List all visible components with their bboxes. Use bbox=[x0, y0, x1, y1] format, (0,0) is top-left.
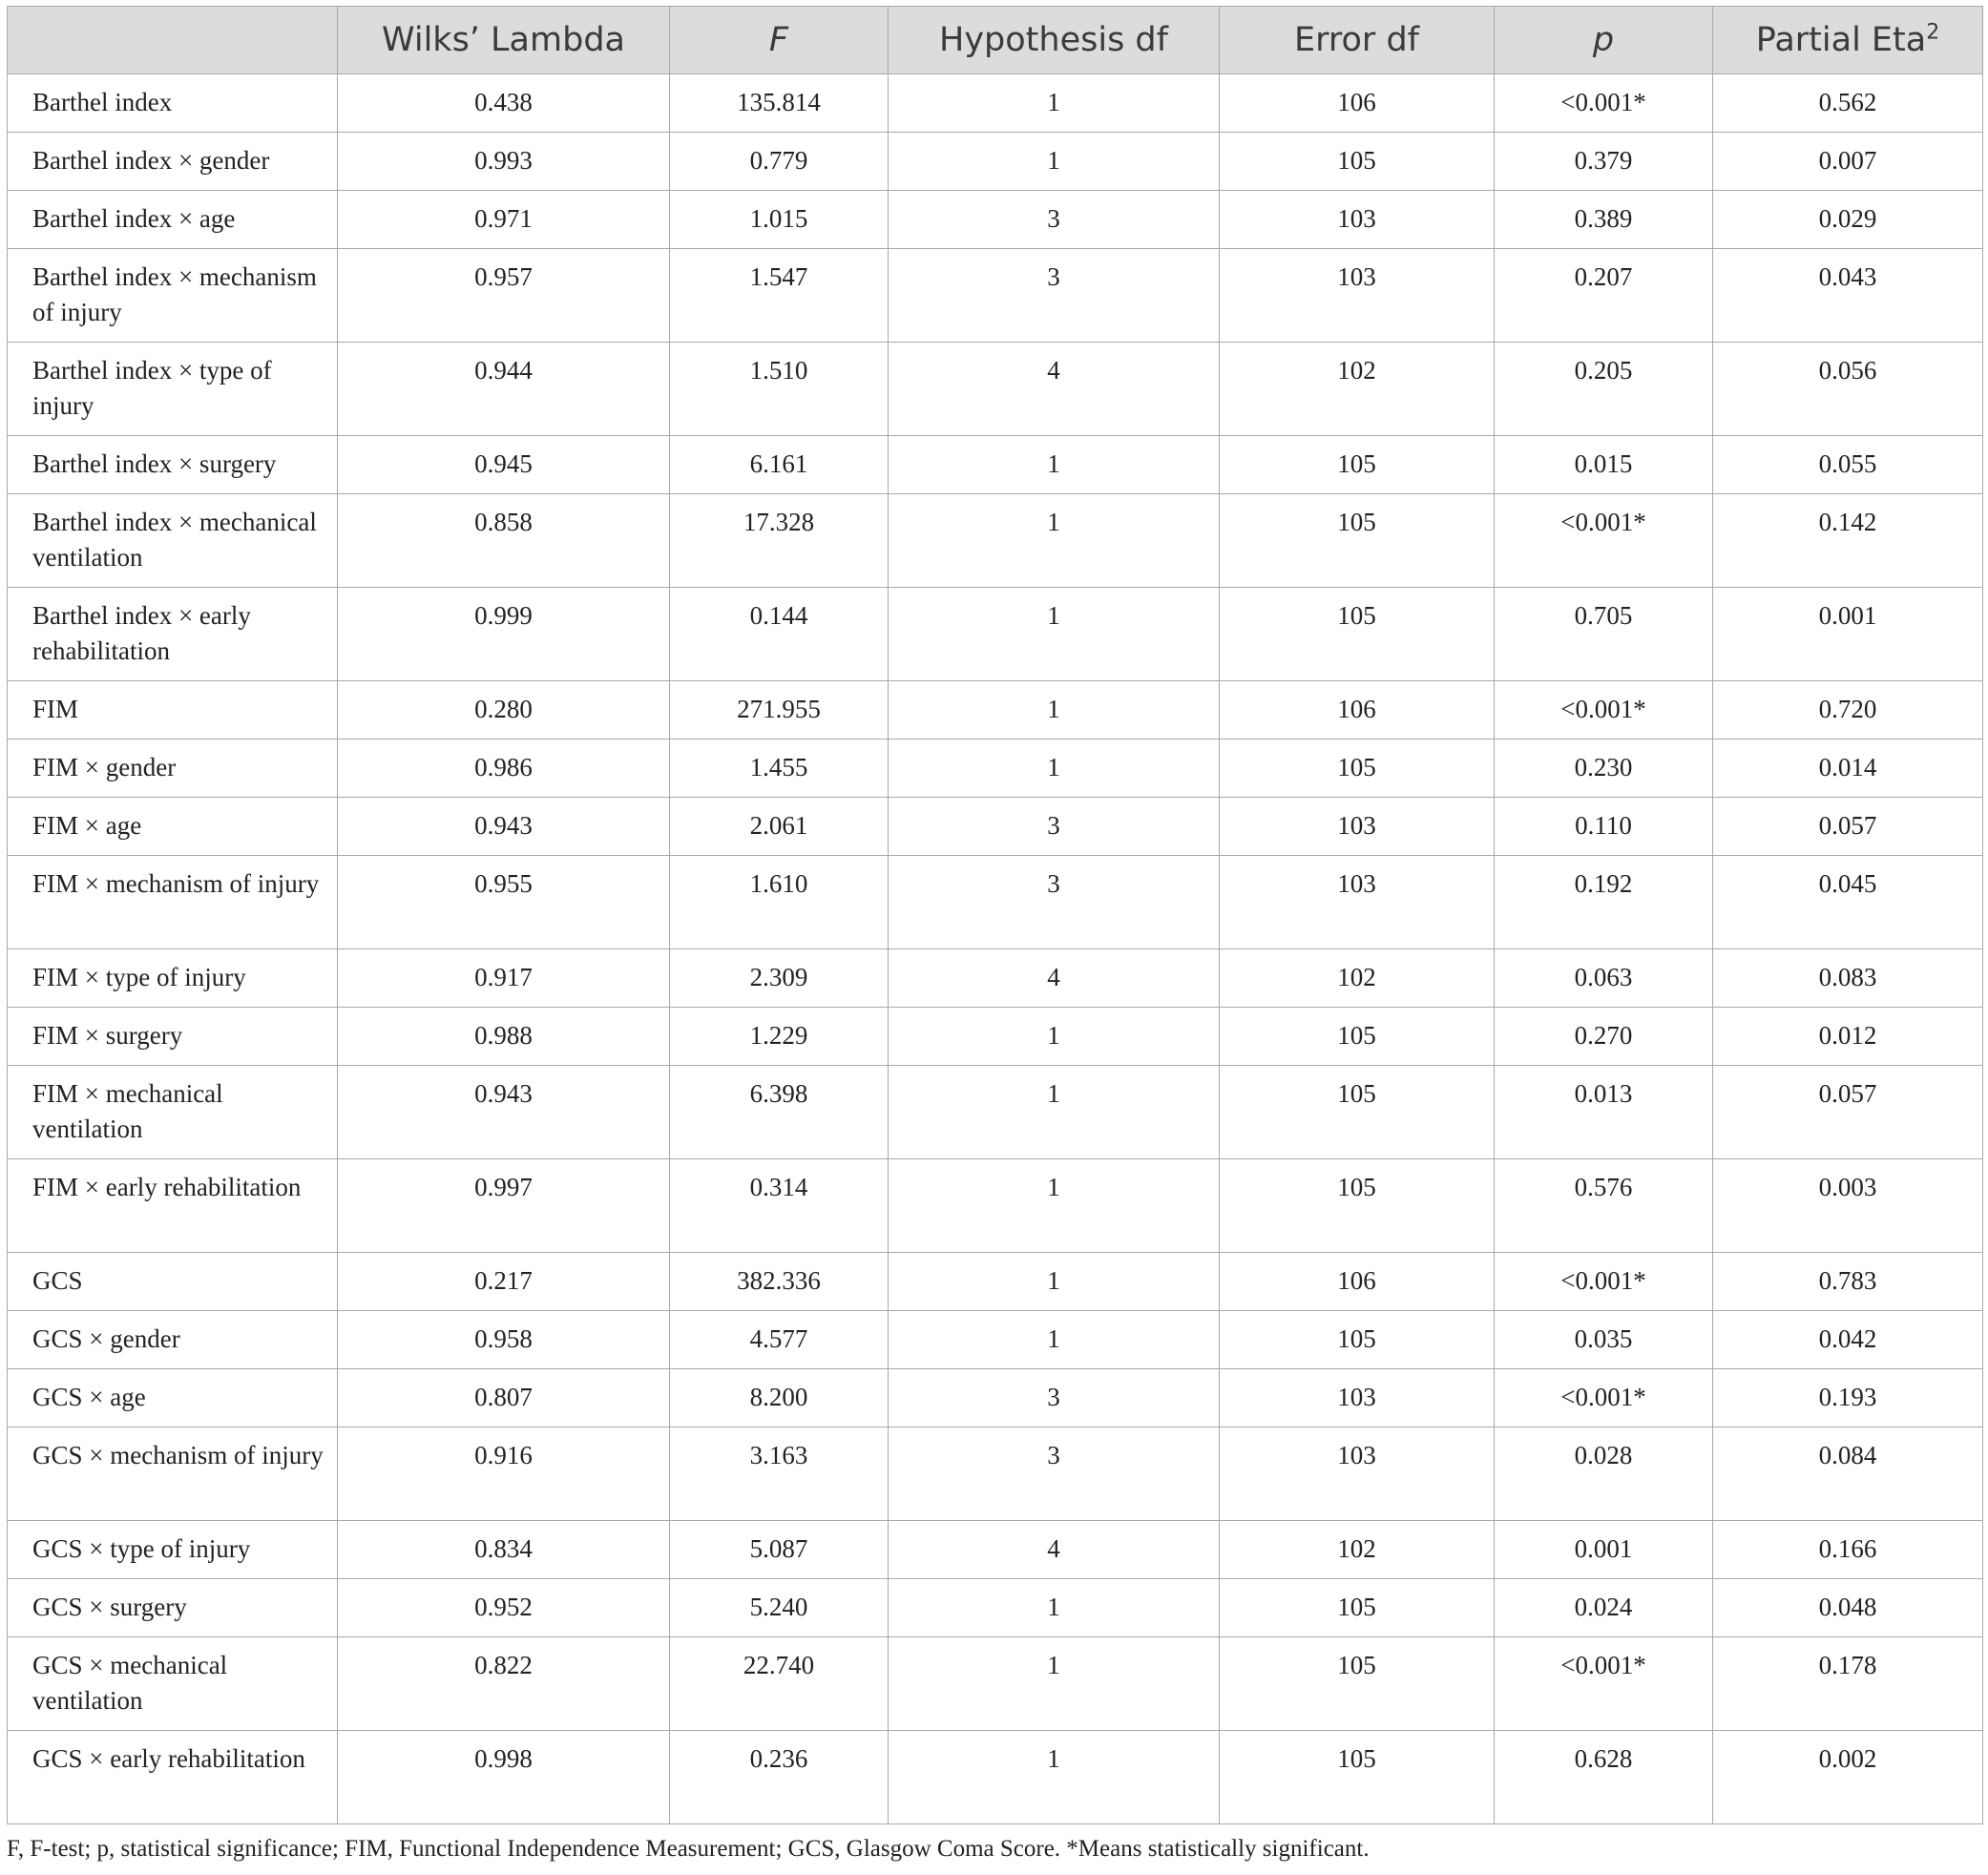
cell-p-value: 0.705 bbox=[1495, 588, 1713, 681]
cell-partial-eta-squared: 0.562 bbox=[1713, 74, 1983, 133]
cell-error-df: 106 bbox=[1220, 681, 1495, 740]
cell-error-df: 102 bbox=[1220, 949, 1495, 1008]
header-partial-eta-label: Partial Eta bbox=[1755, 21, 1927, 59]
cell-partial-eta-squared: 0.166 bbox=[1713, 1521, 1983, 1579]
row-label: Barthel index × surgery bbox=[8, 436, 338, 494]
cell-hypothesis-df: 1 bbox=[889, 436, 1220, 494]
table-footnote: F, F-test; p, statistical significance; FIM, Functional Independence Measurement; GCS, Glasgow Coma Score. *Means statistically significant. bbox=[7, 1836, 1370, 1862]
cell-partial-eta-squared: 0.720 bbox=[1713, 681, 1983, 740]
cell-wilks-lambda: 0.952 bbox=[338, 1579, 670, 1637]
table-row bbox=[8, 74, 1983, 133]
cell-f-value: 135.814 bbox=[670, 74, 889, 133]
cell-partial-eta-squared: 0.178 bbox=[1713, 1637, 1983, 1731]
results-table bbox=[7, 6, 1983, 1824]
table-row bbox=[8, 1731, 1983, 1824]
row-label: FIM × gender bbox=[8, 740, 338, 798]
cell-error-df: 103 bbox=[1220, 249, 1495, 343]
cell-hypothesis-df: 1 bbox=[889, 1159, 1220, 1253]
cell-wilks-lambda: 0.988 bbox=[338, 1008, 670, 1066]
row-label: GCS × age bbox=[8, 1369, 338, 1427]
cell-f-value: 8.200 bbox=[670, 1369, 889, 1427]
cell-hypothesis-df: 4 bbox=[889, 343, 1220, 436]
cell-f-value: 0.314 bbox=[670, 1159, 889, 1253]
cell-p-value: <0.001* bbox=[1495, 681, 1713, 740]
cell-hypothesis-df: 3 bbox=[889, 1369, 1220, 1427]
cell-wilks-lambda: 0.986 bbox=[338, 740, 670, 798]
cell-error-df: 105 bbox=[1220, 494, 1495, 588]
cell-error-df: 105 bbox=[1220, 1008, 1495, 1066]
row-label: GCS × mechanical ventilation bbox=[8, 1637, 338, 1731]
cell-hypothesis-df: 1 bbox=[889, 1311, 1220, 1369]
cell-p-value: 0.207 bbox=[1495, 249, 1713, 343]
cell-f-value: 1.455 bbox=[670, 740, 889, 798]
cell-error-df: 102 bbox=[1220, 1521, 1495, 1579]
row-label: FIM × early rehabilitation bbox=[8, 1159, 338, 1253]
header-partial-eta-squared bbox=[1713, 7, 1983, 74]
table-row bbox=[8, 133, 1983, 191]
row-label: FIM bbox=[8, 681, 338, 740]
cell-p-value: 0.015 bbox=[1495, 436, 1713, 494]
cell-p-value: <0.001* bbox=[1495, 494, 1713, 588]
cell-error-df: 105 bbox=[1220, 1637, 1495, 1731]
cell-partial-eta-squared: 0.003 bbox=[1713, 1159, 1983, 1253]
cell-p-value: 0.576 bbox=[1495, 1159, 1713, 1253]
cell-f-value: 6.398 bbox=[670, 1066, 889, 1159]
header-p: p bbox=[1495, 7, 1713, 74]
cell-wilks-lambda: 0.917 bbox=[338, 949, 670, 1008]
row-label: Barthel index × early rehabilitation bbox=[8, 588, 338, 681]
cell-partial-eta-squared: 0.014 bbox=[1713, 740, 1983, 798]
cell-p-value: 0.024 bbox=[1495, 1579, 1713, 1637]
header-partial-eta-superscript: 2 bbox=[1926, 20, 1940, 45]
cell-wilks-lambda: 0.998 bbox=[338, 1731, 670, 1824]
cell-p-value: 0.063 bbox=[1495, 949, 1713, 1008]
cell-error-df: 105 bbox=[1220, 133, 1495, 191]
cell-hypothesis-df: 3 bbox=[889, 191, 1220, 249]
cell-p-value: 0.001 bbox=[1495, 1521, 1713, 1579]
cell-hypothesis-df: 1 bbox=[889, 681, 1220, 740]
cell-error-df: 103 bbox=[1220, 1369, 1495, 1427]
cell-f-value: 3.163 bbox=[670, 1427, 889, 1521]
cell-error-df: 105 bbox=[1220, 1579, 1495, 1637]
row-label: FIM × surgery bbox=[8, 1008, 338, 1066]
row-label: FIM × mechanism of injury bbox=[8, 856, 338, 949]
cell-p-value: 0.028 bbox=[1495, 1427, 1713, 1521]
cell-partial-eta-squared: 0.084 bbox=[1713, 1427, 1983, 1521]
cell-partial-eta-squared: 0.056 bbox=[1713, 343, 1983, 436]
cell-partial-eta-squared: 0.043 bbox=[1713, 249, 1983, 343]
cell-wilks-lambda: 0.999 bbox=[338, 588, 670, 681]
row-label: Barthel index × mechanism of injury bbox=[8, 249, 338, 343]
table-row bbox=[8, 740, 1983, 798]
cell-p-value: 0.035 bbox=[1495, 1311, 1713, 1369]
cell-error-df: 105 bbox=[1220, 1066, 1495, 1159]
row-label: GCS × gender bbox=[8, 1311, 338, 1369]
cell-error-df: 105 bbox=[1220, 1159, 1495, 1253]
cell-p-value: <0.001* bbox=[1495, 1637, 1713, 1731]
cell-wilks-lambda: 0.807 bbox=[338, 1369, 670, 1427]
cell-p-value: <0.001* bbox=[1495, 1369, 1713, 1427]
cell-partial-eta-squared: 0.007 bbox=[1713, 133, 1983, 191]
table-row bbox=[8, 798, 1983, 856]
cell-f-value: 1.015 bbox=[670, 191, 889, 249]
table-header-row bbox=[8, 7, 1983, 74]
cell-wilks-lambda: 0.958 bbox=[338, 1311, 670, 1369]
table-row bbox=[8, 856, 1983, 949]
cell-partial-eta-squared: 0.001 bbox=[1713, 588, 1983, 681]
cell-error-df: 105 bbox=[1220, 588, 1495, 681]
table-row bbox=[8, 1637, 1983, 1731]
cell-wilks-lambda: 0.834 bbox=[338, 1521, 670, 1579]
cell-f-value: 382.336 bbox=[670, 1253, 889, 1311]
cell-error-df: 105 bbox=[1220, 740, 1495, 798]
table-row bbox=[8, 1427, 1983, 1521]
cell-error-df: 106 bbox=[1220, 74, 1495, 133]
cell-wilks-lambda: 0.858 bbox=[338, 494, 670, 588]
cell-f-value: 271.955 bbox=[670, 681, 889, 740]
table-row bbox=[8, 1159, 1983, 1253]
cell-f-value: 5.087 bbox=[670, 1521, 889, 1579]
cell-error-df: 105 bbox=[1220, 1731, 1495, 1824]
cell-error-df: 103 bbox=[1220, 1427, 1495, 1521]
cell-p-value: <0.001* bbox=[1495, 1253, 1713, 1311]
cell-wilks-lambda: 0.945 bbox=[338, 436, 670, 494]
row-label: FIM × age bbox=[8, 798, 338, 856]
row-label: GCS × early rehabilitation bbox=[8, 1731, 338, 1824]
cell-hypothesis-df: 3 bbox=[889, 856, 1220, 949]
cell-wilks-lambda: 0.971 bbox=[338, 191, 670, 249]
cell-p-value: 0.205 bbox=[1495, 343, 1713, 436]
cell-error-df: 105 bbox=[1220, 1311, 1495, 1369]
cell-wilks-lambda: 0.916 bbox=[338, 1427, 670, 1521]
cell-error-df: 103 bbox=[1220, 798, 1495, 856]
cell-hypothesis-df: 1 bbox=[889, 1066, 1220, 1159]
cell-error-df: 103 bbox=[1220, 191, 1495, 249]
cell-p-value: 0.230 bbox=[1495, 740, 1713, 798]
cell-p-value: <0.001* bbox=[1495, 74, 1713, 133]
cell-p-value: 0.389 bbox=[1495, 191, 1713, 249]
cell-p-value: 0.192 bbox=[1495, 856, 1713, 949]
cell-wilks-lambda: 0.955 bbox=[338, 856, 670, 949]
cell-f-value: 0.144 bbox=[670, 588, 889, 681]
cell-hypothesis-df: 4 bbox=[889, 949, 1220, 1008]
row-label: FIM × type of injury bbox=[8, 949, 338, 1008]
cell-wilks-lambda: 0.280 bbox=[338, 681, 670, 740]
row-label: Barthel index × mechanical ventilation bbox=[8, 494, 338, 588]
cell-p-value: 0.628 bbox=[1495, 1731, 1713, 1824]
cell-wilks-lambda: 0.822 bbox=[338, 1637, 670, 1731]
cell-hypothesis-df: 3 bbox=[889, 798, 1220, 856]
cell-wilks-lambda: 0.943 bbox=[338, 1066, 670, 1159]
table-row bbox=[8, 1066, 1983, 1159]
row-label: GCS × mechanism of injury bbox=[8, 1427, 338, 1521]
table-row bbox=[8, 191, 1983, 249]
cell-partial-eta-squared: 0.002 bbox=[1713, 1731, 1983, 1824]
cell-f-value: 2.061 bbox=[670, 798, 889, 856]
header-effect bbox=[8, 7, 338, 74]
header-f: F bbox=[670, 7, 889, 74]
cell-partial-eta-squared: 0.057 bbox=[1713, 1066, 1983, 1159]
results-table-container bbox=[7, 6, 1982, 1824]
cell-partial-eta-squared: 0.193 bbox=[1713, 1369, 1983, 1427]
cell-f-value: 1.610 bbox=[670, 856, 889, 949]
cell-partial-eta-squared: 0.029 bbox=[1713, 191, 1983, 249]
cell-p-value: 0.110 bbox=[1495, 798, 1713, 856]
cell-hypothesis-df: 1 bbox=[889, 1637, 1220, 1731]
cell-hypothesis-df: 1 bbox=[889, 1008, 1220, 1066]
table-row bbox=[8, 1311, 1983, 1369]
table-row bbox=[8, 681, 1983, 740]
cell-hypothesis-df: 1 bbox=[889, 1579, 1220, 1637]
table-row bbox=[8, 1008, 1983, 1066]
cell-wilks-lambda: 0.217 bbox=[338, 1253, 670, 1311]
cell-hypothesis-df: 1 bbox=[889, 1253, 1220, 1311]
table-row bbox=[8, 436, 1983, 494]
row-label: Barthel index bbox=[8, 74, 338, 133]
cell-error-df: 105 bbox=[1220, 436, 1495, 494]
cell-wilks-lambda: 0.997 bbox=[338, 1159, 670, 1253]
table-row bbox=[8, 1521, 1983, 1579]
cell-partial-eta-squared: 0.012 bbox=[1713, 1008, 1983, 1066]
header-hypothesis-df: Hypothesis df bbox=[889, 7, 1220, 74]
cell-partial-eta-squared: 0.055 bbox=[1713, 436, 1983, 494]
cell-wilks-lambda: 0.438 bbox=[338, 74, 670, 133]
cell-f-value: 2.309 bbox=[670, 949, 889, 1008]
cell-hypothesis-df: 1 bbox=[889, 74, 1220, 133]
cell-partial-eta-squared: 0.142 bbox=[1713, 494, 1983, 588]
table-row bbox=[8, 343, 1983, 436]
table-row bbox=[8, 249, 1983, 343]
cell-hypothesis-df: 1 bbox=[889, 588, 1220, 681]
cell-hypothesis-df: 3 bbox=[889, 249, 1220, 343]
table-row bbox=[8, 494, 1983, 588]
cell-hypothesis-df: 1 bbox=[889, 1731, 1220, 1824]
cell-partial-eta-squared: 0.083 bbox=[1713, 949, 1983, 1008]
cell-f-value: 0.779 bbox=[670, 133, 889, 191]
cell-hypothesis-df: 1 bbox=[889, 133, 1220, 191]
table-row bbox=[8, 949, 1983, 1008]
cell-hypothesis-df: 1 bbox=[889, 494, 1220, 588]
row-label: Barthel index × gender bbox=[8, 133, 338, 191]
cell-p-value: 0.013 bbox=[1495, 1066, 1713, 1159]
table-row bbox=[8, 1579, 1983, 1637]
table-body bbox=[8, 74, 1983, 1824]
row-label: FIM × mechanical ventilation bbox=[8, 1066, 338, 1159]
cell-hypothesis-df: 4 bbox=[889, 1521, 1220, 1579]
cell-p-value: 0.270 bbox=[1495, 1008, 1713, 1066]
cell-error-df: 106 bbox=[1220, 1253, 1495, 1311]
header-wilks-lambda: Wilks’ Lambda bbox=[338, 7, 670, 74]
cell-f-value: 5.240 bbox=[670, 1579, 889, 1637]
row-label: Barthel index × age bbox=[8, 191, 338, 249]
cell-f-value: 1.510 bbox=[670, 343, 889, 436]
cell-wilks-lambda: 0.943 bbox=[338, 798, 670, 856]
cell-partial-eta-squared: 0.042 bbox=[1713, 1311, 1983, 1369]
cell-hypothesis-df: 1 bbox=[889, 740, 1220, 798]
cell-f-value: 6.161 bbox=[670, 436, 889, 494]
cell-p-value: 0.379 bbox=[1495, 133, 1713, 191]
header-error-df: Error df bbox=[1220, 7, 1495, 74]
cell-partial-eta-squared: 0.048 bbox=[1713, 1579, 1983, 1637]
table-row bbox=[8, 588, 1983, 681]
cell-error-df: 102 bbox=[1220, 343, 1495, 436]
cell-f-value: 0.236 bbox=[670, 1731, 889, 1824]
row-label: GCS × type of injury bbox=[8, 1521, 338, 1579]
cell-wilks-lambda: 0.993 bbox=[338, 133, 670, 191]
cell-f-value: 1.229 bbox=[670, 1008, 889, 1066]
cell-hypothesis-df: 3 bbox=[889, 1427, 1220, 1521]
row-label: Barthel index × type of injury bbox=[8, 343, 338, 436]
cell-f-value: 1.547 bbox=[670, 249, 889, 343]
cell-partial-eta-squared: 0.783 bbox=[1713, 1253, 1983, 1311]
cell-f-value: 17.328 bbox=[670, 494, 889, 588]
cell-partial-eta-squared: 0.045 bbox=[1713, 856, 1983, 949]
table-row bbox=[8, 1253, 1983, 1311]
row-label: GCS × surgery bbox=[8, 1579, 338, 1637]
cell-partial-eta-squared: 0.057 bbox=[1713, 798, 1983, 856]
cell-error-df: 103 bbox=[1220, 856, 1495, 949]
row-label: GCS bbox=[8, 1253, 338, 1311]
cell-wilks-lambda: 0.944 bbox=[338, 343, 670, 436]
cell-f-value: 22.740 bbox=[670, 1637, 889, 1731]
cell-wilks-lambda: 0.957 bbox=[338, 249, 670, 343]
table-row bbox=[8, 1369, 1983, 1427]
cell-f-value: 4.577 bbox=[670, 1311, 889, 1369]
